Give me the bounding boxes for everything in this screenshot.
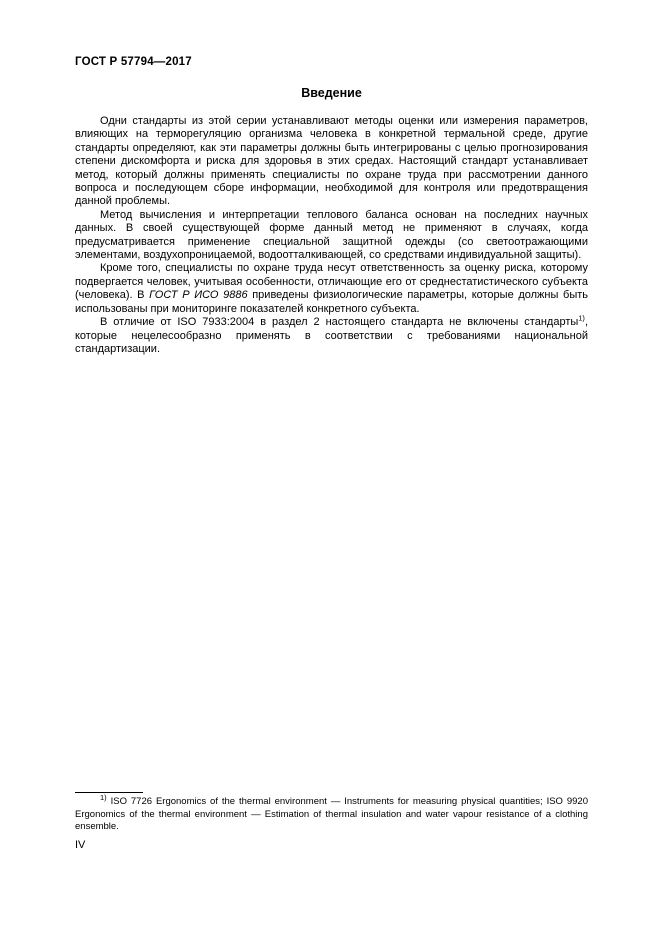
- footnote-reference-marker: 1): [578, 313, 585, 323]
- paragraph-1-text: Одни стандарты из этой серии устанавливают методы оценки или измерения параметров, влияющих на терморегуляцию организма человека в конкретной термальной среде, другие стандарты определяют, как эти параметры должны быть интегрированы с целью прогнозирования степени дискомфорта и риска для здоровья в этих средах. Настоящий стандарт устанавливает метод, который должны применять специалисты по охране труда при рассмотрении данного вопроса и последующем сборе информации, необходимой для контроля или предотвращения данной проблемы.: [75, 115, 588, 208]
- paragraph-4-text-start: В отличие от ISO 7933:2004 в раздел 2 настоящего стандарта не включены стандарты: [100, 316, 579, 329]
- paragraph-2-text: Метод вычисления и интерпретации теплового баланса основан на последних научных данных. В своей существующей форме данный метод не применяют в случаях, когда предусматривается применение специальной защитной одежды (со светоотражающими элементами, воздухопроницаемой, водоотталкивающей, со средствами индивидуальной защиты).: [75, 208, 588, 262]
- footnote: [75, 792, 588, 834]
- paragraph-4: [75, 313, 588, 356]
- paragraph-2: [75, 209, 588, 263]
- document-code: ГОСТ Р 57794—2017: [75, 56, 192, 68]
- footnote-divider: [75, 792, 143, 793]
- page-number: IV: [75, 838, 86, 851]
- paragraph-1: [75, 115, 588, 209]
- footnote-text: ISO 7726 Ergonomics of the thermal environment — Instruments for measuring physical quantities; ISO 9920 Ergonomics of the thermal environment — Estimation of thermal insulation and water vapour resistance of a clothing ensemble.: [75, 796, 588, 833]
- introduction-body: [75, 115, 588, 356]
- page-footer: [75, 792, 588, 851]
- paragraph-3-text-start: Кроме того, специалисты по охране труда несут ответственность за оценку риска, которому подвергается человек, учитывая особенности, отличающие его от среднестатистического субъекта (человека). В: [75, 262, 588, 302]
- paragraph-3: [75, 262, 588, 316]
- section-title: Введение: [301, 86, 362, 100]
- paragraph-4-text-end: , которые нецелесообразно применять в соответствии с требованиями национальной стандартизации.: [75, 316, 588, 355]
- footnote-marker: 1): [100, 792, 107, 802]
- paragraph-3-text-end: приведены физиологические параметры, которые должны быть использованы при мониторинге показателей конкретного субъекта.: [75, 289, 588, 315]
- standard-reference: ГОСТ Р ИСО 9886: [149, 289, 248, 302]
